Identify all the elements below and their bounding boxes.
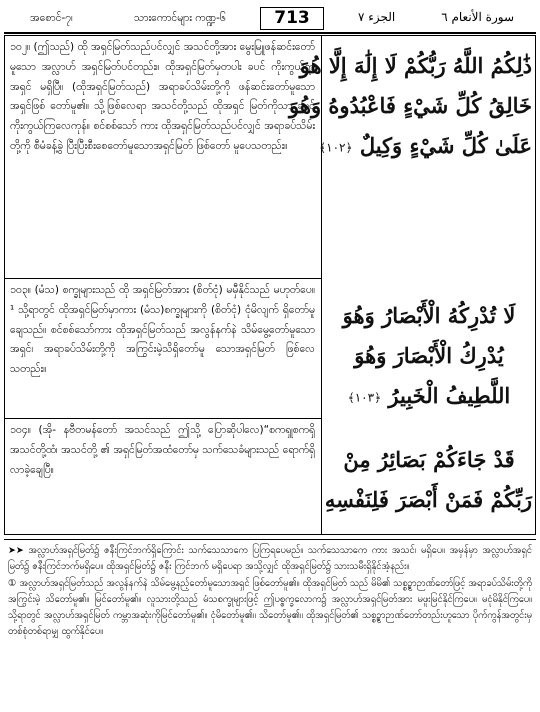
ayah-number-mark: ﴿١٠٢﴾: [319, 140, 353, 155]
juz-label: الجزء ٧: [358, 10, 396, 24]
ayah-number-mark: ﴿١٠٣﴾: [347, 390, 382, 405]
arabic-verse-104: [326, 440, 532, 520]
translation-104: ၁၀၄။ (အို- နဗီတမန်တော် အသင်သည် ဤသို့ ပြောဆိုပါလေ)“စကၡုစကၡိ အသင်တို့ထံ၊ အသင်တို့ ၏ အရှင်မြတ်အထံတော်မှ သက်သေခံများသည် ရောက်ရှိလာခဲ့ချေပြီ။: [10, 424, 315, 476]
verse-line: خَالِقُ كُلِّ شَيْءٍ فَاعْبُدُوهُ وَهُوَ: [289, 93, 532, 118]
surah-label: سورة الأنعام ٦: [441, 10, 514, 24]
footnote-rule: [4, 539, 536, 540]
verse-line: قَدْ جَاءَكُمْ بَصَائِرُ مِنْ: [343, 447, 515, 472]
header-rule: [4, 32, 536, 34]
chapter-label-burmese: သားကောင်များ ကဏ္ဍ-၆: [134, 12, 226, 24]
page-header: [6, 6, 534, 32]
verse-line: [326, 376, 532, 418]
footnote-1: ➤➤ အလ္လာဟ်အရှင်မြတ်၌ ဇနီးကြင်ဘက်ရှိကြောင်း သက်သေသာကေ ပြကြရပေမည်။ သက်သေသာကေ ကား အသင်၊ မရှိပေ။ အမှန်မှာ အလ္လာဟ်အရှင်မြတ်၌ ဇနီးကြင်ဘက်မရှိပေ။ ထိုအရှင်မြတ်၌ ဇနီး ကြင်ဘက် မရှိပေရာ အသို့လျှင် ထိုအရှင်မြတ်၌ သားသမီးရှိနိုင်အံ့နည်း။: [8, 545, 532, 573]
verse-line: يُدْرِكُ الْأَبْصَارَ وَهُوَ: [354, 343, 504, 368]
translation-103: ၁၀၃။ (မံသ) စက္ခုများသည် ထို အရှင်မြတ်အား (စိတ်ငုံ) မမှီနိုင်သည် မဟုတ်ပေ။ ¹ သို့ရာတွင် ထိုအရှင်မြတ်မှာကား (မံသ)စက္ခုများကို (စိတ်ငုံ) ငုံမိလျက် ရှိတော်မူချေသည်။ စင်စစ်သော်ကား ထိုအရှင်မြတ်သည် အလွန်နက်နဲ သိမ်မွေ့တော်မူသော အရှင်၊ အရာခပ်သိမ်းတို့ကို အကြွင်းမဲ့သိရှိတော်မူ သောအရှင်မြတ် ဖြစ်လေသတည်း။: [10, 284, 315, 376]
arabic-verse-103: [326, 296, 532, 418]
row-divider: [4, 278, 321, 279]
verse-line: ذَٰلِكُمُ اللَّهُ رَبُّكُمْ لَا إِلَٰهَ إِلَّا هُوَ: [299, 53, 532, 78]
verse-line: رَبِّكُمْ فَمَنْ أَبْصَرَ فَلِنَفْسِهِ: [324, 487, 532, 512]
footnote-2: ① အလ္လာဟ်အရှင်မြတ်သည် အလွန်နက်နဲ သိမ်မွေ့နည့်တော်မူသောအရှင် ဖြစ်တော်မူ၏။ ထိုအရှင်မြတ် သည် မိမိ၏ သစ္စဥ္စာဉာဏ်တော်ဖြင့် အရာခပ်သိမ်းတို့ကို အကြွင်းမဲ့ သိတော်မူ၏။ မြင်တော်မူ၏။ လူသားတို့သည် မံသစက္ခုများဖြင့် ဤပစ္စက္ခလောက၌ အလ္လာဟ်အရှင်မြတ်အား မဖူးမြင်နိုင်ကြပေ။ မငုံမိနိုင်ကြပေ။ သို့ရာတွင် အလ္လာဟ်အရှင်မြတ် ကမ္ဘာအဆုံးကိုမြင်တော်မူ၏။ ငုံမိတော်မူ၏။ သိတော်မူ၏။ ထိုအရှင်မြတ်၏ သစ္စဥ္စာဉာဏ်တော်တည်းဟူသော ပိုက်ကွန်အတွင်းမှ တစ်စုံတစ်ရာမျှ ထွက်နိုင်ပေ။: [8, 577, 532, 638]
verse-line-text: عَلَىٰ كُلِّ شَيْءٍ وَكِيلٌ: [359, 133, 532, 158]
volume-label: အစောင်-၇၊: [30, 12, 73, 24]
row-divider: [4, 418, 321, 419]
page-number: 713: [260, 7, 324, 30]
verse-line: [319, 126, 532, 168]
verse-line: لَا تُدْرِكُهُ الْأَبْصَارُ وَهُوَ: [342, 303, 516, 328]
translation-102: ၁၀၂။ (ဤသည်) ထို အရှင်မြတ်သည်ပင်လျှင် အသင်တို့အား မွေးမြူဖန်ဆင်းတော်မူသော အလ္လာဟ် အရှင်မြတ်ပင်တည်း။ ထိုအရှင်မြတ်မှတပါး ခပင် ကိုးကွယ်ရာအရှင် မရှိပြီ။ (ထိုအရှင်မြတ်သည်) အရာခပ်သိမ်းတို့ကို ဖန်ဆင်းတော်မူသော အရှင်ဖြစ် တော်မူ၏။ သို့ဖြစ်လေရာ အသင်တို့သည် ထိုအရှင် မြတ်ကိုသာ ခပင်ကိုးကွယ်ကြလေကုန်။ စင်စစ်သော် ကား ထိုအရှင်မြတ်သည်ပင်လျှင် အရာခပ်သိမ်းတို့ကို စီမံခန့်ခွဲ ပြီးပြီးစီးစေတော်မူသောအရှင်မြတ် ဖြစ်တော် မူပေသတည်း။: [10, 41, 315, 152]
verse-line-text: اللَّطِيفُ الْخَبِيرُ: [388, 383, 511, 408]
footnotes: [8, 543, 532, 641]
arabic-verse-102: [289, 46, 532, 168]
